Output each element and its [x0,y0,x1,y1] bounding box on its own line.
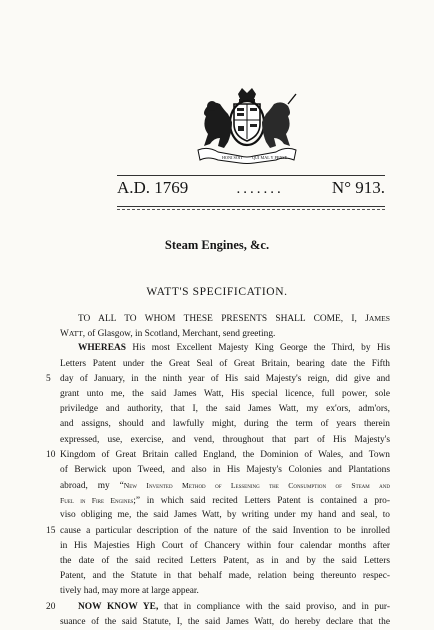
line-number: 10 [46,449,56,460]
body-line: Fuel in Fire Engines;” in which said recited Letters Patent is contained a pro- [60,496,390,507]
body-line: 10 Kingdom of Great Britain called England, the Dominion of Wales, and Town [60,448,390,463]
line-number: 5 [46,373,51,384]
body-line: expressed, use, exercise, and vend, throughout that part of His Majesty's [60,434,390,445]
royal-coat-of-arms-icon [188,86,306,166]
body-line: WHEREAS His most Excellent Majesty King George the Third, by His [78,343,390,354]
body-line: grant unto me, the said James Watt, His special licence, full power, sole [60,388,390,399]
body-line: in His Majesties High Court of Chancery within four calendar months after [60,540,390,551]
body-line: 20 NOW KNOW YE, that in compliance with the said proviso, and in pur- [60,600,390,615]
body-line: priviledge and authority, that I, the said James Watt, my ex'ors, adm'ors, [60,404,390,415]
body-line: TO ALL TO WHOM THESE PRESENTS SHALL COME, I, JAMES [78,314,390,324]
body-line: suance of the said Statute, I, the said James Watt, do hereby declare that the [60,616,390,627]
rule-top [117,175,385,176]
body-line: Patent, and the Statute in that behalf made, relation being thereunto respec- [60,571,390,582]
line-number: 15 [46,525,56,536]
specification-title: WATT'S SPECIFICATION. [146,286,288,298]
patent-year: A.D. 1769 [117,178,189,197]
body-line: 5 day of January, in the ninth year of His said Majesty's reign, did give and [60,372,390,387]
motto-left: HONI SOIT [222,155,243,160]
body-line: 15 cause a particular description of the nature of the said Invention to be inrolled [60,524,390,539]
body-line: and assigns, should and lawfully might, during the term of years therein [60,419,390,430]
specification-body [46,311,390,630]
body-line: abroad, my “New Invented Method of Lessening the Consumption of Steam and [60,481,390,492]
body-line: WATT, of Glasgow, in Scotland, Merchant, send greeting. [60,329,276,340]
body-line: tively had, may more at large appear. [60,586,199,597]
body-line: the date of the said recited Letters Patent, as in and by the said Letters [60,556,390,566]
line-number: 20 [46,601,56,612]
body-line: viso obliging me, the said James Watt, by writing under my hand and seal, to [60,510,390,521]
body-line: of Berwick upon Tweed, and also in His Majesty's Colonies and Plantations [60,464,390,475]
patent-subject: Steam Engines, &c. [164,238,270,252]
patent-number: N° 913. [331,178,385,197]
motto-right: QUI MAL Y PENSE [252,155,288,160]
body-line: Letters Patent under the Great Seal of Great Britain, bearing date the Fifth [60,358,390,369]
header-dots: ....... [236,181,284,197]
patent-header [117,178,385,200]
rule-dotted [117,209,385,210]
rule-bottom [117,206,385,207]
